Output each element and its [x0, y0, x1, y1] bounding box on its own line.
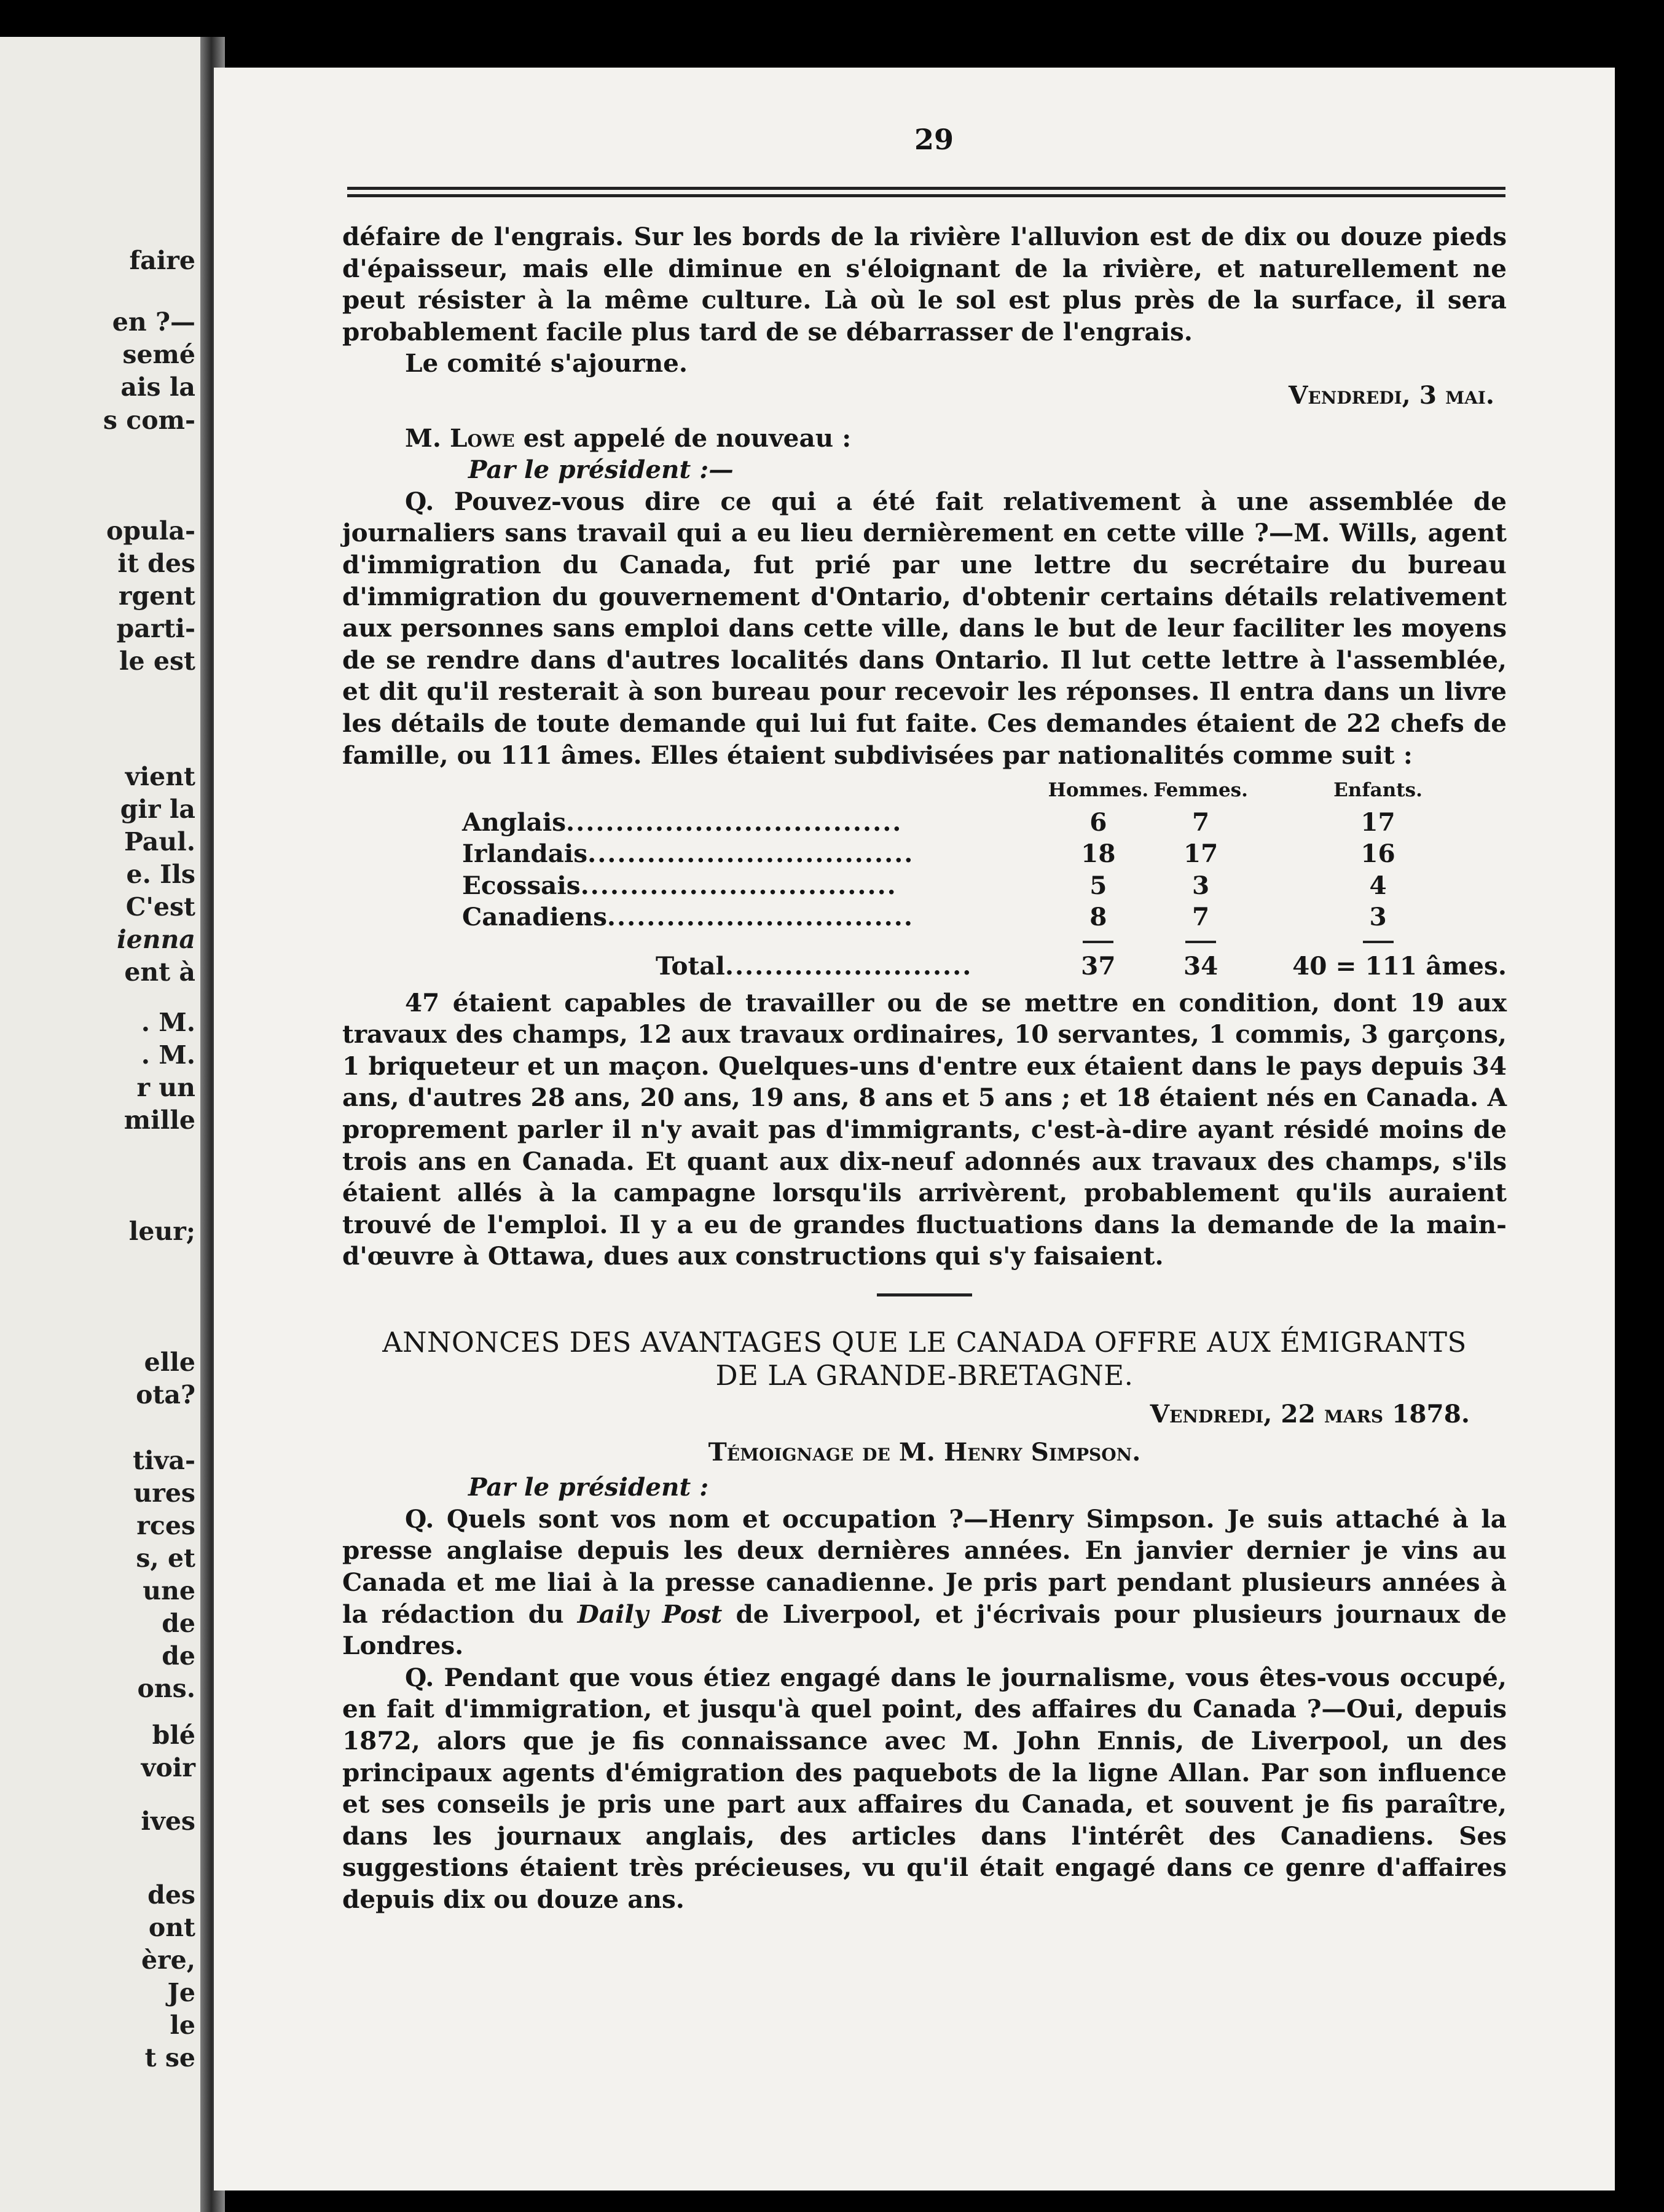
nationality-label: Anglais [462, 807, 567, 837]
prev-page-line: ives [141, 1806, 195, 1836]
column-header: Hommes. [1048, 779, 1149, 802]
women-count: 7 [1192, 902, 1210, 932]
prev-page-line: ère, [141, 1945, 195, 1975]
leader-dots: ................................. [587, 839, 914, 869]
header-rule [347, 194, 1505, 197]
section-heading-line: ANNONCES DES AVANTAGES QUE LE CANADA OFFRE AUX ÉMIGRANTS [382, 1326, 1467, 1359]
prev-page-line: gir la [120, 794, 195, 824]
sum-rule [1185, 941, 1216, 943]
prev-page-line: le [170, 2010, 195, 2040]
adjournment-line: Le comité s'ajourne. [405, 348, 688, 378]
women-total: 34 [1183, 951, 1219, 981]
paragraph: 47 étaient capables de travailler ou de se mettre en condition, dont 19 aux travaux des champs, 12 aux travaux ordinaires, 10 servantes, 1 commis, 3 garçons, 1 briqueteur et un maçon. Quelques-uns d'entre eux étaient dans le pays depuis 34 ans, d'autres 28 ans, 20 ans, 19 ans, 8 ans et 5 ans ; et 18 étaient nés en Canada. A proprement parler il n'y avait pas d'immigrants, c'est-à-dire ayant résidé moins de trois ans en Canada. Et quant aux dix-neuf adonnés aux travaux des champs, s'ils étaient allés à la campagne lorsqu'ils arrivèrent, probablement qu'ils auraient trouvé de l'emploi. Il y a eu de grandes fluctuations dans la demande de la main-d'œuvre à Ottawa, dues aux constructions qui s'y faisaient. [342, 987, 1507, 1271]
men-total: 37 [1081, 951, 1116, 981]
women-count: 3 [1192, 870, 1210, 900]
prev-page-line: . M. [141, 1008, 195, 1037]
prev-page-line: s, et [136, 1543, 195, 1573]
prev-page-line: semé [122, 340, 195, 369]
nationality-label: Irlandais [462, 839, 588, 869]
children-total: 40 = 111 âmes. [1292, 951, 1507, 981]
witness-recalled-text: est appelé de nouveau : [514, 423, 852, 453]
by-president-label: Par le président :— [468, 455, 734, 485]
prev-page-line: it des [117, 549, 195, 578]
prev-page-line: ures [133, 1478, 195, 1508]
men-count: 18 [1081, 839, 1116, 869]
table-row [342, 870, 1507, 902]
prev-page-line: rgent [118, 581, 195, 611]
nationality-table [342, 775, 1507, 982]
prev-page-line: opula- [106, 516, 195, 546]
prev-page-line: s com- [103, 406, 195, 435]
sum-rule-row [342, 933, 1507, 951]
women-count: 7 [1192, 807, 1210, 837]
prev-page-line: r un [136, 1073, 195, 1102]
column-header: Enfants. [1333, 779, 1423, 802]
previous-page-edge [0, 37, 209, 2212]
prev-page-line: mille [124, 1105, 195, 1135]
testimony-heading: Témoignage de M. Henry Simpson. [708, 1437, 1141, 1467]
prev-page-line: ais la [120, 372, 195, 402]
prev-page-line: elle [144, 1347, 195, 1377]
prev-page-line: en ?— [112, 307, 195, 337]
prev-page-line: ons. [137, 1674, 195, 1703]
sum-rule [1083, 941, 1113, 943]
women-count: 17 [1183, 839, 1219, 869]
prev-page-line: Je [167, 1978, 195, 2007]
prev-page-line: ienna [117, 925, 195, 954]
by-president-label: Par le président : [468, 1472, 709, 1502]
total-label: Total [656, 951, 725, 981]
prev-page-line: ota? [136, 1380, 195, 1410]
prev-page-line: faire [129, 246, 195, 275]
sum-rule [1363, 941, 1394, 943]
prev-page-line: e. Ils [126, 860, 195, 889]
date-heading: Vendredi, 3 mai. [1288, 380, 1494, 410]
president-line [342, 1472, 1507, 1504]
prev-page-line: parti- [116, 614, 195, 643]
prev-page-line: de [162, 1641, 195, 1671]
prev-page-line: tiva- [133, 1446, 195, 1475]
president-line [342, 454, 1507, 486]
section-heading-line: DE LA GRANDE-BRETAGNE. [715, 1359, 1134, 1392]
prev-page-line: des [147, 1880, 195, 1910]
prev-page-line: ont [148, 1913, 195, 1942]
total-row [342, 951, 1507, 982]
prev-page-line: C'est [125, 892, 195, 922]
prev-page-line: de [162, 1609, 195, 1638]
table-row [342, 807, 1507, 839]
prev-page-line: vient [125, 762, 195, 791]
nationality-label: Canadiens [462, 902, 607, 932]
table-row [342, 838, 1507, 870]
prev-page-line: Paul. [124, 827, 195, 857]
leader-dots: ................................ [580, 870, 897, 900]
section-divider [877, 1293, 972, 1296]
section-heading [342, 1326, 1507, 1392]
prev-page-line: voir [141, 1753, 195, 1783]
men-count: 5 [1089, 870, 1107, 900]
question-paragraph: Q. Pendant que vous étiez engagé dans le journalisme, vous êtes-vous occupé, en fait d'immigration, et jusqu'à quel point, des affaires du Canada ?—Oui, depuis 1872, alors que je fis connaissance avec M. John Ennis, de Liverpool, un des principaux agents d'émigration des paquebots de la ligne Allan. Par son influence et ses conseils je pris une part aux affaires du Canada, et souvent je fis paraître, dans les journaux anglais, des articles dans l'intérêt des Canadiens. Ses suggestions étaient très précieuses, vu qu'il était engagé dans ce genre d'affaires depuis dix ou douze ans. [342, 1662, 1507, 1914]
prev-page-line: blé [152, 1720, 195, 1750]
paragraph: défaire de l'engrais. Sur les bords de la rivière l'alluvion est de dix ou douze pieds d'épaisseur, mais elle diminue en s'éloignant de la rivière, et naturellement ne peut résister à la même culture. Là où le sol est plus près de la surface, il sera probablement facile plus tard de se débarrasser de l'engrais. [342, 222, 1507, 347]
prev-page-line: leur; [128, 1217, 195, 1246]
men-count: 8 [1089, 902, 1107, 932]
witness-name: M. Lowe [405, 423, 515, 453]
prev-page-line: le est [119, 646, 195, 676]
page-body [342, 221, 1507, 1916]
column-header: Femmes. [1153, 779, 1248, 802]
nationality-label: Ecossais [462, 870, 581, 900]
prev-page-line: une [143, 1576, 195, 1606]
question-paragraph: Q. Pouvez-vous dire ce qui a été fait relativement à une assemblée de journaliers sans travail qui a eu lieu dernièrement en cette ville ?—M. Wills, agent d'immigration du Canada, fut prié par une lettre du secrétaire du bureau d'immigration du gouvernement d'Ontario, d'obtenir certains détails relativement aux personnes sans emploi dans cette ville, dans le but de leur faciliter les moyens de se rendre dans d'autres localités dans Ontario. Il lut cette lettre à l'assemblée, et dit qu'il resterait à son bureau pour recevoir les réponses. Il entra dans un livre les détails de toute demande qui lui fut faite. Ces demandes étaient de 22 chefs de famille, ou 111 âmes. Elles étaient subdivisées par nationalités comme suit : [342, 486, 1507, 770]
leader-dots: .................................. [566, 807, 903, 837]
prev-page-line: . M. [141, 1040, 195, 1070]
men-count: 6 [1089, 807, 1107, 837]
children-count: 4 [1369, 870, 1387, 900]
question-paragraph: Q. Quels sont vos nom et occupation ?—Henry Simpson. Je suis attaché à la presse anglaise depuis les deux dernières années. En janvier dernier je vins au Canada et me liai à la presse canadienne. Je pris part pendant plusieurs années à la rédaction du Daily Post de Liverpool, et j'écrivais pour plusieurs journaux de Londres. [342, 1504, 1507, 1661]
children-count: 17 [1360, 807, 1395, 837]
leader-dots: ............................... [606, 902, 914, 932]
page-number: 29 [914, 123, 954, 156]
prev-page-line: rces [136, 1511, 195, 1540]
table-header-row [342, 775, 1507, 807]
children-count: 16 [1360, 839, 1395, 869]
children-count: 3 [1369, 902, 1387, 932]
date-heading: Vendredi, 22 mars 1878. [1150, 1399, 1470, 1429]
newspaper-title: Daily Post [577, 1599, 723, 1629]
prev-page-line: ent à [124, 957, 195, 987]
prev-page-line: t se [144, 2043, 195, 2073]
leader-dots: ......................... [724, 951, 973, 981]
header-rule [347, 187, 1505, 190]
table-row [342, 901, 1507, 933]
witness-line [342, 423, 1507, 455]
